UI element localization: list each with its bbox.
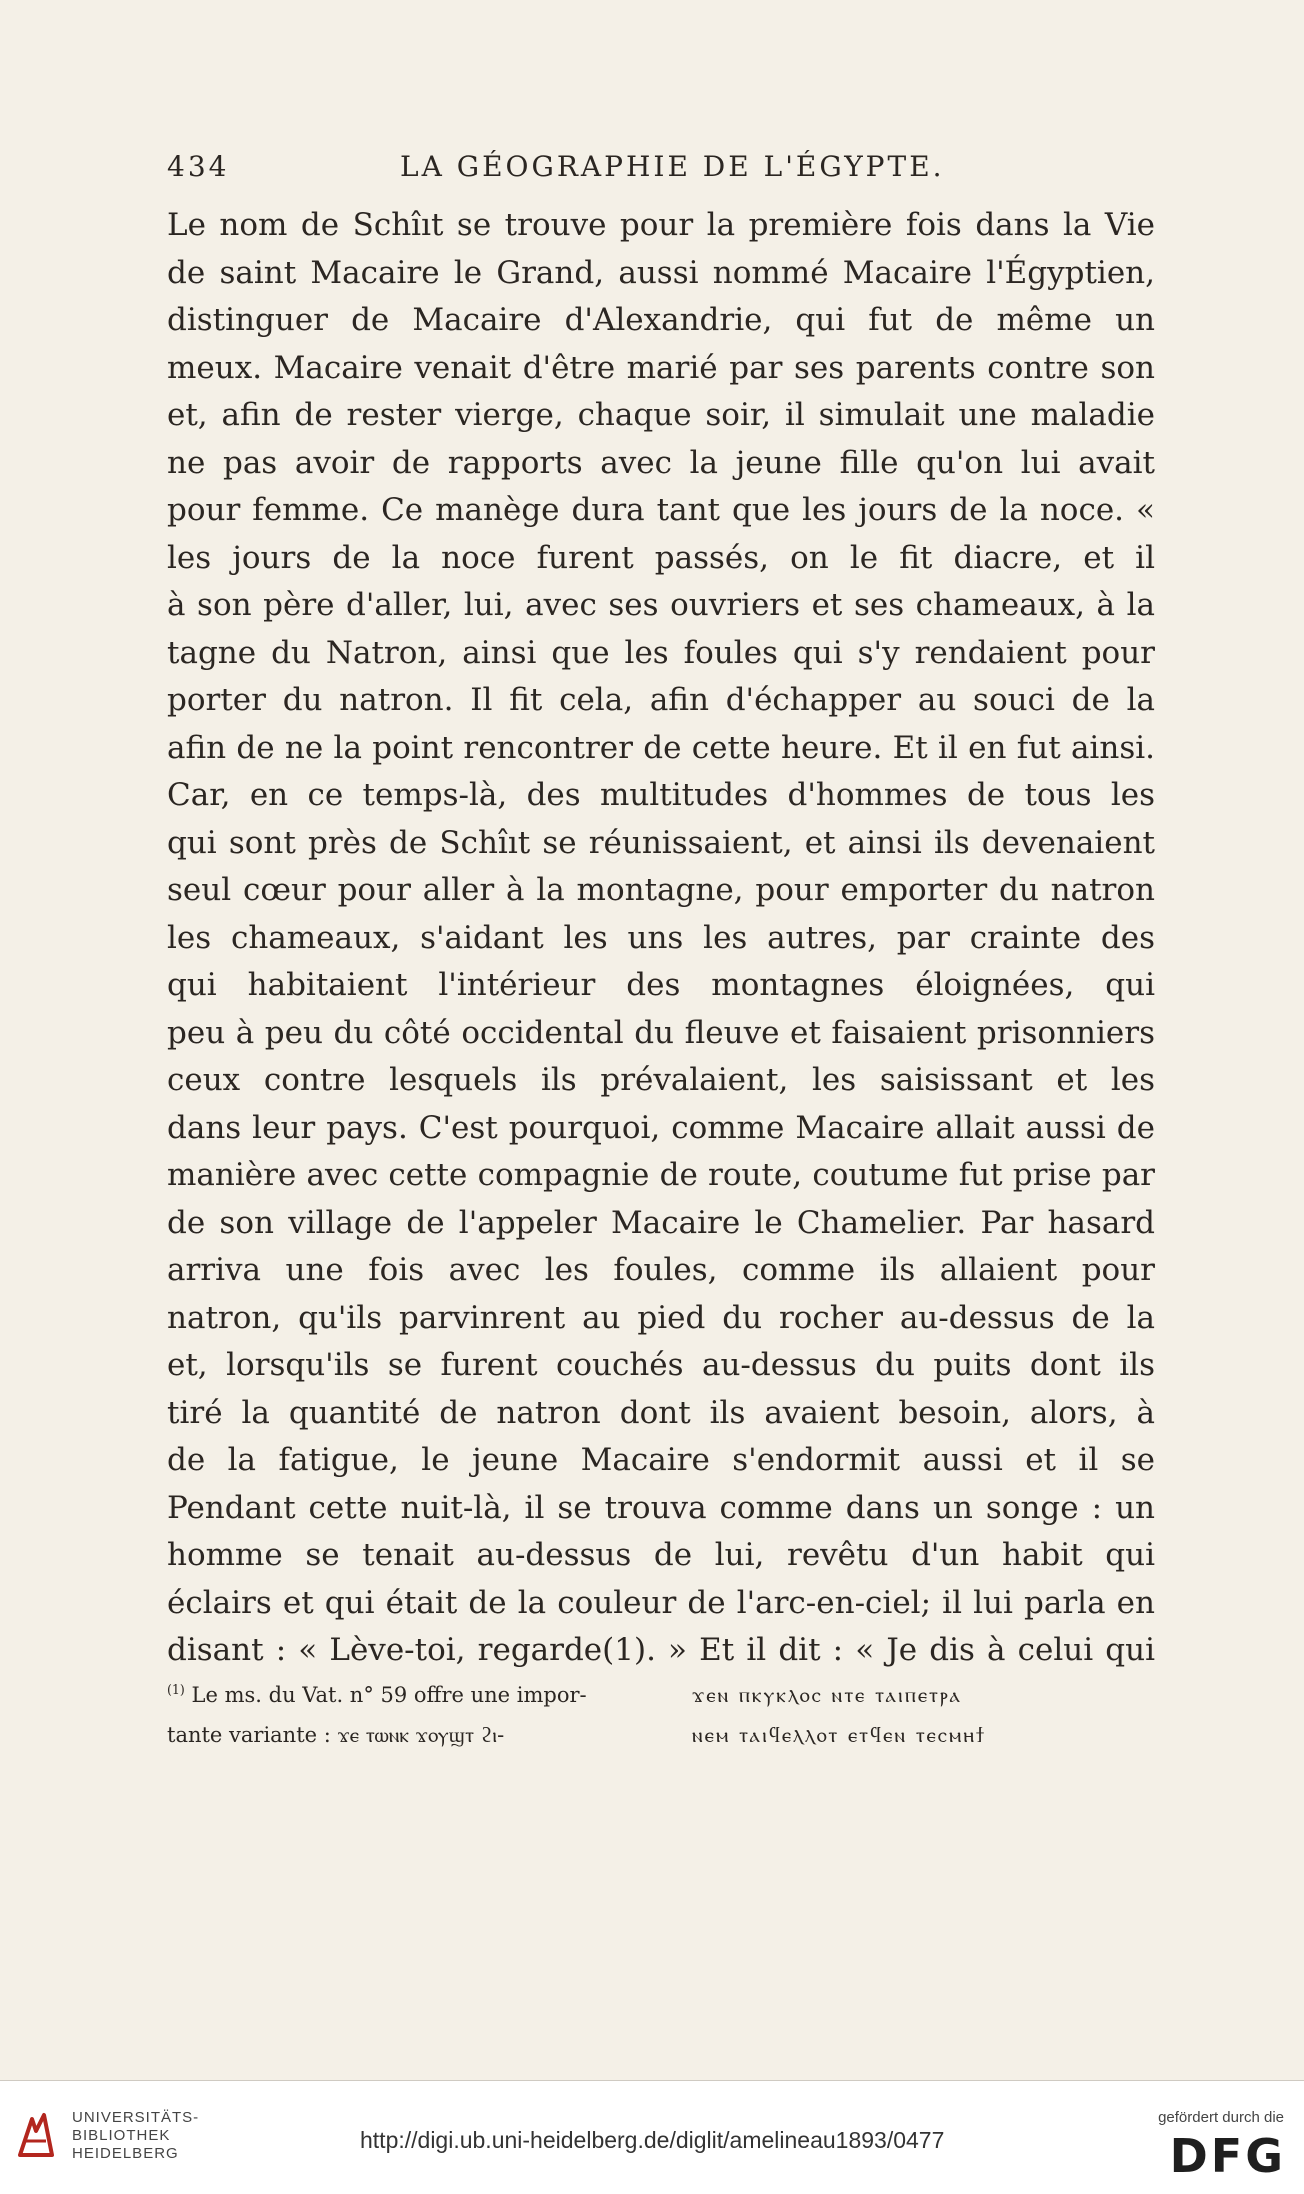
text-line: Pendant cette nuit-là, il se trouva comme dans un songe : un [167,1489,1155,1526]
text-line: homme se tenait au-dessus de lui, revêtu d'un habit qui [167,1537,1155,1573]
footnote-left-column [167,1675,647,1755]
text-line: manière avec cette compagnie de route, coutume fut prise par [167,1157,1155,1193]
coptic-line: ⲛⲉⲙ ⲧⲁⲓϥⲉⲗⲗⲟⲧ ⲉⲧϥⲉⲛ ⲧⲉⲥⲙⲏϯ [692,1723,987,1747]
text-line: porter du natron. Il fit cela, afin d'échapper au souci de la [167,682,1155,718]
footnote-marker: (1) [167,1682,185,1697]
text-line: et, lorsqu'ils se furent couchés au-dessus du puits dont ils [167,1347,1155,1383]
text-line: natron, qu'ils parvinrent au pied du rocher au-dessus de la [167,1299,1155,1336]
library-name-line: BIBLIOTHEK [72,2127,171,2144]
text-line: Car, en ce temps-là, des multitudes d'hommes de tous les [167,777,1155,813]
text-line: de son village de l'appeler Macaire le Chamelier. Par hasard [167,1204,1155,1241]
text-line: ceux contre lesquels ils prévalaient, les saisissant et les [167,1062,1155,1098]
text-line: qui sont près de Schîıt se réunissaient, et ainsi ils devenaient [167,824,1155,861]
text-line: les jours de la noce furent passés, on le fit diacre, et il [167,539,1155,576]
running-title: LA GÉOGRAPHIE DE L'ÉGYPTE. [400,150,945,183]
text-line: à son père d'aller, lui, avec ses ouvriers et ses chameaux, à la [167,587,1155,623]
text-line: pour femme. Ce manège dura tant que les jours de la noce. « [167,492,1155,528]
library-logo-icon [12,2111,60,2163]
viewer-footer [0,2080,1304,2194]
text-line: qui habitaient l'intérieur des montagnes éloignées, qui [167,967,1155,1003]
text-line: disant : « Lève-toi, regarde(1). » Et il dit : « Je dis à celui qui [167,1632,1155,1668]
footnote-line: tante variante : ϫⲉ ⲧⲱⲛⲕ ϫⲟⲩϣⲧ ϩⲓ- [167,1723,505,1747]
main-text [167,202,1155,1675]
coptic-line: ϫⲉⲛ ⲡⲕⲩⲕⲗⲟⲥ ⲛⲧⲉ ⲧⲁⲓⲡⲉⲧⲣⲁ [692,1683,963,1707]
text-line: éclairs et qui était de la couleur de l'arc-en-ciel; il lui parla en [167,1584,1155,1621]
text-line: distinguer de Macaire d'Alexandrie, qui fut de même un [167,302,1155,338]
text-line: afin de ne la point rencontrer de cette heure. Et il en fut ainsi. [167,729,1155,766]
text-line: ne pas avoir de rapports avec la jeune fille qu'on lui avait [167,444,1155,481]
text-line: de saint Macaire le Grand, aussi nommé Macaire l'Égyptien, [167,254,1155,291]
library-name [72,2109,199,2163]
text-line: Le nom de Schîıt se trouve pour la première fois dans la Vie [167,207,1155,243]
footnote-coptic-column [692,1675,1155,1755]
footnote-text: Le ms. du Vat. n° 59 offre une impor- [191,1683,587,1707]
text-line: arriva une fois avec les foules, comme ils allaient pour [167,1252,1155,1288]
funding-label: gefördert durch die [1158,2109,1284,2126]
text-line: peu à peu du côté occidental du fleuve et faisaient prisonniers [167,1014,1155,1051]
text-line: seul cœur pour aller à la montagne, pour emporter du natron [167,872,1155,908]
library-name-line: UNIVERSITÄTS- [72,2109,200,2126]
text-line: les chameaux, s'aidant les uns les autres, par crainte des [167,919,1155,956]
library-name-line: HEIDELBERG [72,2145,179,2162]
text-line: et, afin de rester vierge, chaque soir, il simulait une maladie [167,397,1155,433]
text-line: tagne du Natron, ainsi que les foules qui s'y rendaient pour [167,634,1155,671]
running-header [167,150,1167,190]
dfg-logo: DFG [1169,2129,1286,2183]
footnote-line [167,1675,647,1715]
permalink-url[interactable]: http://digi.ub.uni-heidelberg.de/diglit/amelineau1893/0477 [360,2127,945,2153]
page-number: 434 [167,150,230,183]
text-line: dans leur pays. C'est pourquoi, comme Macaire allait aussi de [167,1109,1155,1146]
text-line: de la fatigue, le jeune Macaire s'endormit aussi et il se [167,1442,1155,1478]
text-line: meux. Macaire venait d'être marié par ses parents contre son [167,349,1155,386]
text-line: tiré la quantité de natron dont ils avaient besoin, alors, à [167,1394,1155,1431]
